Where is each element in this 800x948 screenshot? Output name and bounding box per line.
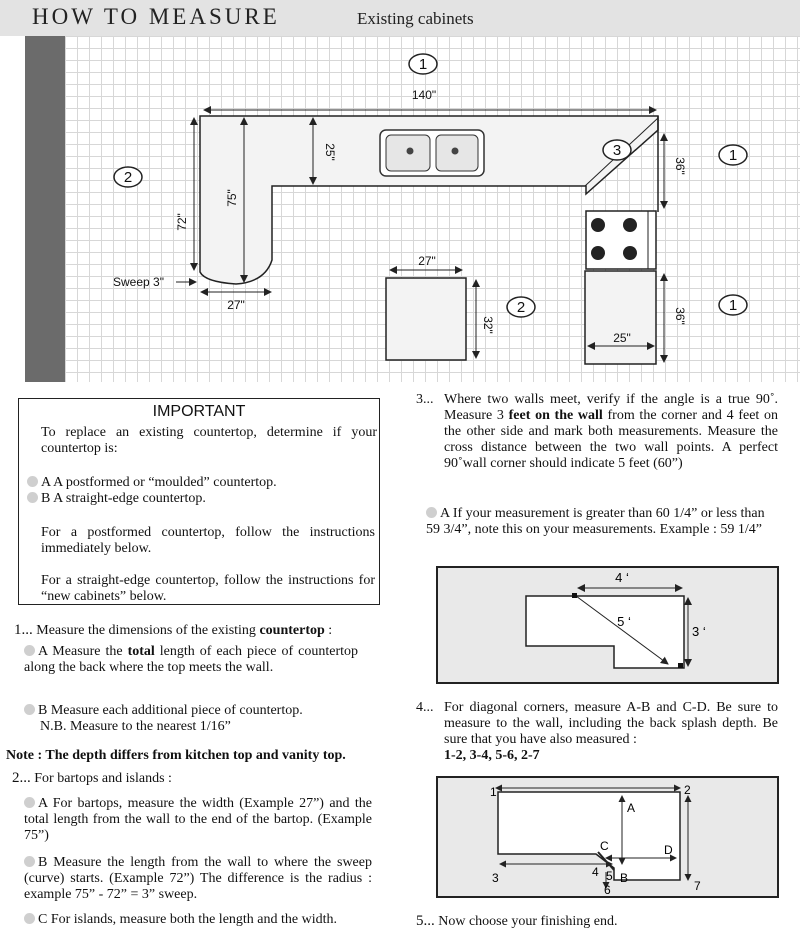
bullet-icon (24, 645, 35, 656)
important-paragraph: For a postformed countertop, follow the instructions immediately below. (41, 525, 375, 556)
bullet-icon (27, 476, 38, 487)
diagram-label: A (627, 801, 636, 815)
diagram-label: 5 (606, 869, 613, 883)
bullet-icon (426, 507, 437, 518)
diagram-label: 7 (694, 879, 701, 893)
step3-text: Where two walls meet, verify if the angle is a true 90˚. Measure 3 feet on the wall from the corner and 4 feet on the other side and mark both measurements. Measure the cross distance between the two wall points. A perfect 90˚wall corner should indicate 5 feet (60”) (444, 392, 778, 471)
stove-icon (586, 211, 656, 269)
step2-a: A For bartops, measure the width (Example 27”) and the total length from the wall to the end of the bartop. (Example 75”) (24, 796, 372, 843)
dim-label: 27" (418, 254, 436, 268)
dim-label: 36" (673, 307, 687, 325)
dim-label: 27" (227, 298, 245, 312)
circle-label: 2 (516, 299, 526, 316)
diagram-label: 5 ‘ (617, 614, 631, 629)
bullet-icon (24, 704, 35, 715)
step2-c: C For islands, measure both the length and the width. (24, 912, 404, 928)
dim-label: 75" (225, 189, 239, 207)
diagram-label: B (620, 871, 629, 885)
circle-label: 2 (123, 169, 133, 186)
sink-icon (380, 130, 484, 176)
step1-a: A Measure the total length of each piece of countertop along the back where the top meets the wall. (24, 644, 359, 675)
dim-label: 25" (613, 331, 631, 345)
right-lower-counter (585, 271, 656, 364)
circle-label: 1 (418, 56, 428, 73)
dim-label: 140" (411, 88, 437, 102)
step4-number: 4... (416, 700, 434, 715)
diagram-label: 6 (604, 883, 611, 897)
important-option-a: A A postformed or “moulded” countertop. (27, 475, 277, 491)
page-subtitle: Existing cabinets (357, 9, 474, 28)
step1-b: B Measure each additional piece of countertop. (24, 703, 384, 719)
step5: 5... Now choose your finishing end. (416, 913, 618, 929)
diagram-label: 3 (492, 871, 499, 885)
circle-label: 3 (612, 142, 622, 159)
bullet-icon (24, 797, 35, 808)
step3-number: 3... (416, 392, 434, 407)
circle-label: 1 (728, 147, 738, 164)
page-title: HOW TO MEASURE (32, 4, 280, 29)
important-title: IMPORTANT (152, 403, 246, 420)
dim-label: 72" (175, 213, 189, 231)
diagram-label: D (664, 843, 673, 857)
dim-label: 32" (481, 316, 495, 334)
step1-heading: 1... Measure the dimensions of the existing countertop : (14, 622, 333, 638)
bullet-icon (24, 913, 35, 924)
corner-check-drawing (436, 566, 779, 684)
diagram-label: 1 (490, 785, 497, 799)
dim-label: 25" (323, 143, 337, 161)
important-paragraph: For a straight-edge countertop, follow the instructions for “new cabinets” below. (41, 573, 375, 604)
diagram-label: 4 ‘ (615, 570, 629, 585)
diagram-label: 4 (592, 865, 599, 879)
important-box (18, 398, 380, 605)
kitchen-floor-plan (0, 0, 800, 390)
step1-b-note: N.B. Measure to the nearest 1/16” (40, 719, 231, 734)
sweep-label: Sweep 3" (113, 275, 164, 289)
step4-list: 1-2, 3-4, 5-6, 2-7 (444, 748, 540, 763)
diagram-label: 2 (684, 783, 691, 797)
dim-label: 36" (673, 157, 687, 175)
bullet-icon (27, 492, 38, 503)
important-option-b: B A straight-edge countertop. (27, 491, 206, 507)
step2-heading: 2... For bartops and islands : (12, 770, 172, 786)
step3-a: A If your measurement is greater than 60 1/4” or less than 59 3/4”, note this on your measurements. Example : 59 1/4” (426, 506, 765, 537)
step4-text: For diagonal corners, measure A-B and C-D. Be sure to measure to the wall, including the back splash depth. Be sure that you have also measured : (444, 700, 778, 747)
diagram-label: 3 ‘ (692, 624, 706, 639)
bullet-icon (24, 856, 35, 867)
step2-b: B Measure the length from the wall to where the sweep (curve) starts. (Example 72”) The difference is the radius : example 75” - 72” = 3” sweep. (24, 855, 372, 902)
diagram-label: C (600, 839, 609, 853)
diagonal-corner-drawing (436, 776, 779, 898)
circle-label: 1 (728, 297, 738, 314)
island (386, 278, 466, 360)
important-intro: To replace an existing countertop, determine if your countertop is: (41, 425, 377, 456)
depth-note: Note : The depth differs from kitchen top and vanity top. (6, 748, 346, 763)
